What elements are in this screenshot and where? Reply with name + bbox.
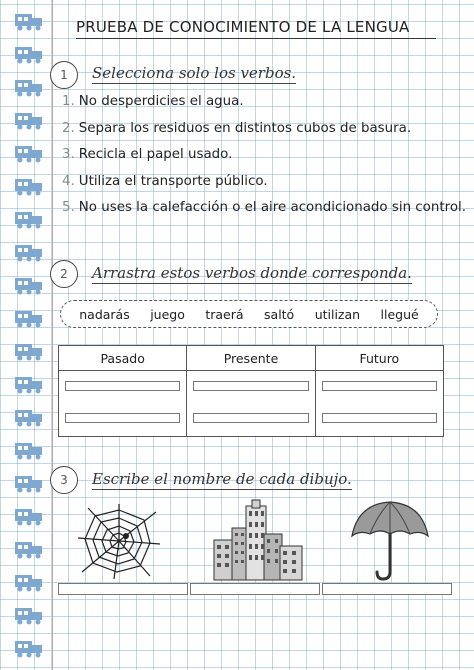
item-number: 5. — [62, 200, 75, 216]
train-icon — [14, 439, 44, 461]
train-icon — [14, 274, 44, 296]
train-icon — [14, 340, 44, 362]
list-item[interactable] — [62, 121, 466, 148]
answer-box-2[interactable] — [190, 583, 320, 595]
train-icon — [14, 538, 44, 560]
train-icon — [14, 208, 44, 230]
section-2-number-badge: 2 — [50, 260, 78, 288]
drop-slot[interactable] — [65, 381, 180, 391]
page-title: PRUEBA DE CONOCIMIENTO DE LA LENGUA — [76, 18, 436, 39]
train-icon — [14, 637, 44, 659]
draggable-word[interactable]: juego — [150, 306, 185, 322]
word-bank — [60, 300, 438, 328]
sentence-text[interactable]: Utiliza el transporte público. — [78, 173, 268, 189]
draggable-word[interactable]: utilizan — [314, 306, 361, 322]
buildings-icon — [212, 498, 304, 582]
column-presente — [187, 346, 315, 436]
drop-slot[interactable] — [322, 413, 437, 423]
draggable-word[interactable]: llegué — [380, 306, 419, 322]
item-number: 2. — [62, 120, 75, 136]
train-icon — [14, 571, 44, 593]
train-icon — [14, 142, 44, 164]
train-icon — [14, 241, 44, 263]
drop-slot[interactable] — [193, 413, 308, 423]
item-number: 3. — [62, 147, 75, 163]
draggable-word[interactable]: nadarás — [79, 306, 130, 322]
umbrella-icon — [348, 500, 432, 582]
train-icon — [14, 604, 44, 626]
drop-slot[interactable] — [65, 413, 180, 423]
column-futuro — [316, 346, 443, 436]
sentence-text[interactable]: Recicla el papel usado. — [78, 147, 233, 163]
section-3-number-badge: 3 — [50, 466, 78, 494]
item-number: 1. — [62, 94, 75, 109]
sentence-text[interactable]: No desperdicies el agua. — [78, 94, 244, 109]
train-icon — [14, 43, 44, 65]
sentence-list — [62, 94, 466, 227]
section-2-instruction: Arrastra estos verbos donde corresponda. — [92, 264, 412, 282]
train-icon — [14, 373, 44, 395]
list-item[interactable] — [62, 147, 466, 174]
answer-box-1[interactable] — [58, 583, 188, 595]
spider-web-icon — [76, 502, 162, 580]
draggable-word[interactable]: saltó — [264, 306, 295, 322]
section-1-number-badge: 1 — [50, 61, 78, 89]
column-header: Pasado — [59, 346, 186, 371]
train-icon — [14, 307, 44, 329]
train-icon — [14, 472, 44, 494]
list-item[interactable] — [62, 200, 466, 227]
train-icon — [14, 10, 44, 32]
section-1-instruction: Selecciona solo los verbos. — [92, 64, 297, 82]
drop-slot[interactable] — [322, 381, 437, 391]
column-header: Presente — [187, 346, 314, 371]
train-icon — [14, 175, 44, 197]
train-icon — [14, 109, 44, 131]
train-icon — [14, 505, 44, 527]
draggable-word[interactable]: traerá — [205, 306, 244, 322]
train-icon — [14, 406, 44, 428]
section-3-instruction: Escribe el nombre de cada dibujo. — [92, 470, 352, 488]
sentence-text[interactable]: No uses la calefacción o el aire acondicionado sin control. — [78, 200, 466, 216]
list-item[interactable] — [62, 174, 466, 201]
train-icon — [14, 76, 44, 98]
drop-slot[interactable] — [193, 381, 308, 391]
item-number: 4. — [62, 173, 75, 189]
verb-tense-table — [58, 345, 444, 437]
notebook-margin-line — [52, 0, 53, 670]
list-item[interactable] — [62, 94, 466, 121]
column-header: Futuro — [316, 346, 443, 371]
column-pasado — [59, 346, 187, 436]
answer-box-3[interactable] — [322, 583, 452, 595]
sentence-text[interactable]: Separa los residuos en distintos cubos de basura. — [78, 120, 412, 136]
